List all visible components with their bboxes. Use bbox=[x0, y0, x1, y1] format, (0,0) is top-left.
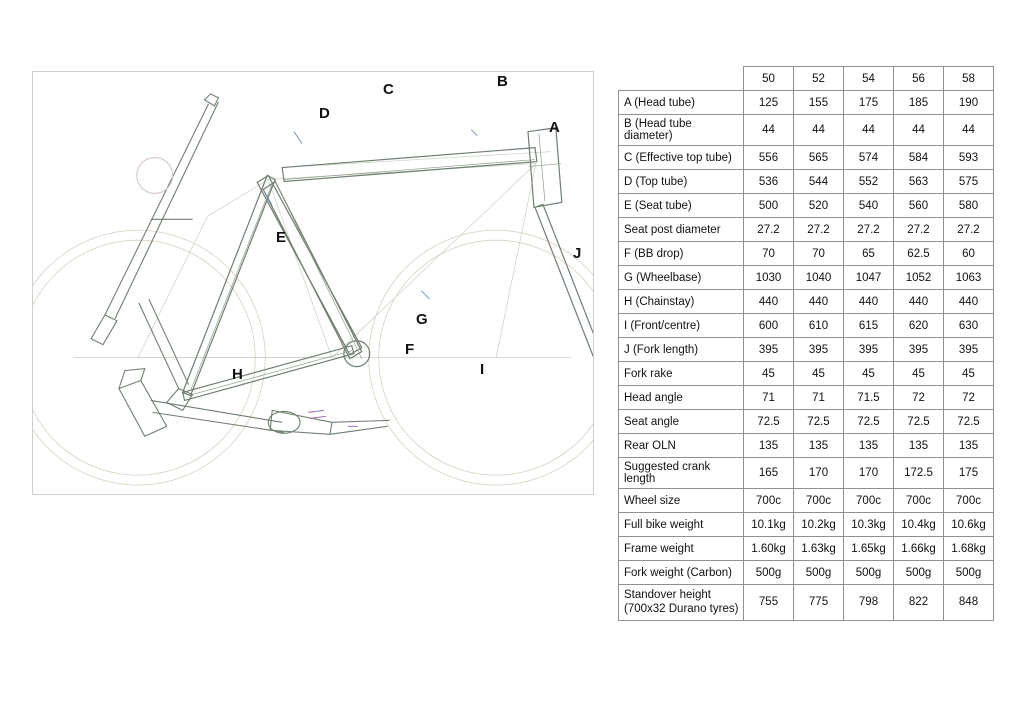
cell-50: 395 bbox=[744, 338, 794, 362]
cell-54: 45 bbox=[844, 362, 894, 386]
cell-58: 440 bbox=[944, 290, 994, 314]
cell-50: 600 bbox=[744, 314, 794, 338]
cell-56: 185 bbox=[894, 91, 944, 115]
row-label: Seat post diameter bbox=[619, 218, 744, 242]
cell-52: 700c bbox=[794, 489, 844, 513]
cell-52: 27.2 bbox=[794, 218, 844, 242]
cell-54: 10.3kg bbox=[844, 513, 894, 537]
cell-54: 72.5 bbox=[844, 410, 894, 434]
cell-56: 27.2 bbox=[894, 218, 944, 242]
construction-lines bbox=[73, 152, 571, 358]
row-label: A (Head tube) bbox=[619, 91, 744, 115]
cell-50: 1030 bbox=[744, 266, 794, 290]
cell-58: 700c bbox=[944, 489, 994, 513]
table-row bbox=[619, 458, 994, 489]
cell-52: 610 bbox=[794, 314, 844, 338]
dim-label-I: I bbox=[480, 361, 485, 378]
cell-54: 44 bbox=[844, 115, 894, 146]
cell-56: 135 bbox=[894, 434, 944, 458]
cell-56: 500g bbox=[894, 561, 944, 585]
cell-54: 1.65kg bbox=[844, 537, 894, 561]
frame-tubes bbox=[183, 128, 593, 401]
cell-50: 755 bbox=[744, 585, 794, 621]
cell-50: 536 bbox=[744, 170, 794, 194]
cell-50: 72.5 bbox=[744, 410, 794, 434]
cell-52: 70 bbox=[794, 242, 844, 266]
cell-50: 71 bbox=[744, 386, 794, 410]
dim-label-F: F bbox=[405, 341, 415, 358]
cell-50: 440 bbox=[744, 290, 794, 314]
cell-58: 60 bbox=[944, 242, 994, 266]
cell-56: 563 bbox=[894, 170, 944, 194]
dim-label-D: D bbox=[319, 105, 330, 122]
row-label: Rear OLN bbox=[619, 434, 744, 458]
cell-58: 848 bbox=[944, 585, 994, 621]
cell-52: 45 bbox=[794, 362, 844, 386]
cell-50: 556 bbox=[744, 146, 794, 170]
row-label: Suggested crank length bbox=[619, 458, 744, 489]
dim-label-J: J bbox=[573, 245, 582, 262]
cell-54: 71.5 bbox=[844, 386, 894, 410]
cell-58: 45 bbox=[944, 362, 994, 386]
cell-50: 165 bbox=[744, 458, 794, 489]
table-row bbox=[619, 242, 994, 266]
size-header-56: 56 bbox=[894, 67, 944, 91]
row-label: Frame weight bbox=[619, 537, 744, 561]
size-header-52: 52 bbox=[794, 67, 844, 91]
cell-56: 700c bbox=[894, 489, 944, 513]
cell-52: 440 bbox=[794, 290, 844, 314]
cell-56: 62.5 bbox=[894, 242, 944, 266]
table-row bbox=[619, 513, 994, 537]
table-row bbox=[619, 362, 994, 386]
drawing-accent-marks bbox=[308, 410, 358, 426]
cell-58: 593 bbox=[944, 146, 994, 170]
size-header-54: 54 bbox=[844, 67, 894, 91]
cell-58: 395 bbox=[944, 338, 994, 362]
cell-52: 135 bbox=[794, 434, 844, 458]
cell-58: 1.68kg bbox=[944, 537, 994, 561]
cell-56: 822 bbox=[894, 585, 944, 621]
cell-52: 520 bbox=[794, 194, 844, 218]
cell-50: 45 bbox=[744, 362, 794, 386]
table-row bbox=[619, 537, 994, 561]
table-row bbox=[619, 266, 994, 290]
cell-58: 72.5 bbox=[944, 410, 994, 434]
row-label: B (Head tube diameter) bbox=[619, 115, 744, 146]
row-label: Full bike weight bbox=[619, 513, 744, 537]
table-row bbox=[619, 434, 994, 458]
cell-52: 1040 bbox=[794, 266, 844, 290]
cell-52: 10.2kg bbox=[794, 513, 844, 537]
cell-54: 440 bbox=[844, 290, 894, 314]
row-label: Seat angle bbox=[619, 410, 744, 434]
dim-label-H: H bbox=[232, 366, 243, 383]
cell-54: 1047 bbox=[844, 266, 894, 290]
cell-56: 45 bbox=[894, 362, 944, 386]
dim-label-G: G bbox=[416, 311, 428, 328]
cell-54: 170 bbox=[844, 458, 894, 489]
row-label: G (Wheelbase) bbox=[619, 266, 744, 290]
cell-52: 395 bbox=[794, 338, 844, 362]
row-label: Head angle bbox=[619, 386, 744, 410]
cell-56: 44 bbox=[894, 115, 944, 146]
cell-56: 1052 bbox=[894, 266, 944, 290]
cell-56: 10.4kg bbox=[894, 513, 944, 537]
cell-58: 580 bbox=[944, 194, 994, 218]
cell-50: 500 bbox=[744, 194, 794, 218]
row-label: J (Fork length) bbox=[619, 338, 744, 362]
table-row bbox=[619, 115, 994, 146]
cell-52: 565 bbox=[794, 146, 844, 170]
row-label: H (Chainstay) bbox=[619, 290, 744, 314]
row-label: E (Seat tube) bbox=[619, 194, 744, 218]
row-label: Fork rake bbox=[619, 362, 744, 386]
cell-54: 27.2 bbox=[844, 218, 894, 242]
cell-56: 72 bbox=[894, 386, 944, 410]
cell-50: 700c bbox=[744, 489, 794, 513]
cell-54: 552 bbox=[844, 170, 894, 194]
table-row bbox=[619, 290, 994, 314]
seatstay bbox=[183, 176, 276, 396]
dim-label-B: B bbox=[497, 73, 508, 90]
cell-50: 44 bbox=[744, 115, 794, 146]
row-label: D (Top tube) bbox=[619, 170, 744, 194]
cell-54: 540 bbox=[844, 194, 894, 218]
table-row bbox=[619, 218, 994, 242]
cell-52: 72.5 bbox=[794, 410, 844, 434]
cell-58: 575 bbox=[944, 170, 994, 194]
row-label: Wheel size bbox=[619, 489, 744, 513]
cell-50: 135 bbox=[744, 434, 794, 458]
cell-54: 798 bbox=[844, 585, 894, 621]
cell-56: 172.5 bbox=[894, 458, 944, 489]
row-label: Standover height (700x32 Durano tyres) bbox=[619, 585, 744, 621]
cell-52: 775 bbox=[794, 585, 844, 621]
cell-58: 175 bbox=[944, 458, 994, 489]
head-tube bbox=[528, 128, 562, 208]
cell-50: 10.1kg bbox=[744, 513, 794, 537]
cell-56: 560 bbox=[894, 194, 944, 218]
cell-56: 1.66kg bbox=[894, 537, 944, 561]
cell-50: 27.2 bbox=[744, 218, 794, 242]
table-row bbox=[619, 561, 994, 585]
cell-50: 70 bbox=[744, 242, 794, 266]
frame-drawing-svg bbox=[33, 72, 593, 494]
table-corner-cell bbox=[619, 67, 744, 91]
cell-58: 72 bbox=[944, 386, 994, 410]
cell-54: 65 bbox=[844, 242, 894, 266]
geometry-spec-table bbox=[618, 66, 993, 621]
cell-58: 630 bbox=[944, 314, 994, 338]
cell-52: 500g bbox=[794, 561, 844, 585]
cell-56: 440 bbox=[894, 290, 944, 314]
row-label: C (Effective top tube) bbox=[619, 146, 744, 170]
cell-52: 1.63kg bbox=[794, 537, 844, 561]
dim-label-E: E bbox=[276, 229, 287, 246]
cell-54: 700c bbox=[844, 489, 894, 513]
table-row bbox=[619, 338, 994, 362]
cell-52: 544 bbox=[794, 170, 844, 194]
table-row bbox=[619, 91, 994, 115]
cell-50: 125 bbox=[744, 91, 794, 115]
cell-58: 27.2 bbox=[944, 218, 994, 242]
cell-54: 615 bbox=[844, 314, 894, 338]
table-row bbox=[619, 410, 994, 434]
cell-54: 135 bbox=[844, 434, 894, 458]
cell-58: 190 bbox=[944, 91, 994, 115]
rear-stays-detail bbox=[91, 94, 218, 411]
table-row bbox=[619, 194, 994, 218]
chainstay bbox=[183, 346, 354, 401]
table-row bbox=[619, 585, 994, 621]
cell-52: 44 bbox=[794, 115, 844, 146]
row-label: Fork weight (Carbon) bbox=[619, 561, 744, 585]
row-label: I (Front/centre) bbox=[619, 314, 744, 338]
table-row bbox=[619, 146, 994, 170]
cell-54: 175 bbox=[844, 91, 894, 115]
spec-table-head bbox=[619, 67, 994, 91]
table-row bbox=[619, 314, 994, 338]
size-header-58: 58 bbox=[944, 67, 994, 91]
cell-54: 574 bbox=[844, 146, 894, 170]
table-row bbox=[619, 489, 994, 513]
table-row bbox=[619, 170, 994, 194]
down-tube bbox=[263, 181, 362, 358]
cell-58: 10.6kg bbox=[944, 513, 994, 537]
cell-58: 135 bbox=[944, 434, 994, 458]
seat-tube bbox=[257, 176, 362, 355]
spec-table bbox=[618, 66, 994, 621]
cell-52: 170 bbox=[794, 458, 844, 489]
fork-blade bbox=[535, 204, 593, 362]
cell-58: 1063 bbox=[944, 266, 994, 290]
cell-52: 155 bbox=[794, 91, 844, 115]
table-header-row bbox=[619, 67, 994, 91]
cell-54: 500g bbox=[844, 561, 894, 585]
cell-52: 71 bbox=[794, 386, 844, 410]
spec-table-body bbox=[619, 91, 994, 621]
cell-56: 72.5 bbox=[894, 410, 944, 434]
row-label: F (BB drop) bbox=[619, 242, 744, 266]
dim-label-A: A bbox=[549, 119, 560, 136]
frame-geometry-drawing bbox=[32, 71, 594, 495]
cell-50: 500g bbox=[744, 561, 794, 585]
cell-56: 395 bbox=[894, 338, 944, 362]
table-row bbox=[619, 386, 994, 410]
size-header-50: 50 bbox=[744, 67, 794, 91]
cell-58: 500g bbox=[944, 561, 994, 585]
dim-label-C: C bbox=[383, 81, 394, 98]
cell-58: 44 bbox=[944, 115, 994, 146]
cell-56: 584 bbox=[894, 146, 944, 170]
cell-54: 395 bbox=[844, 338, 894, 362]
cell-56: 620 bbox=[894, 314, 944, 338]
cell-50: 1.60kg bbox=[744, 537, 794, 561]
